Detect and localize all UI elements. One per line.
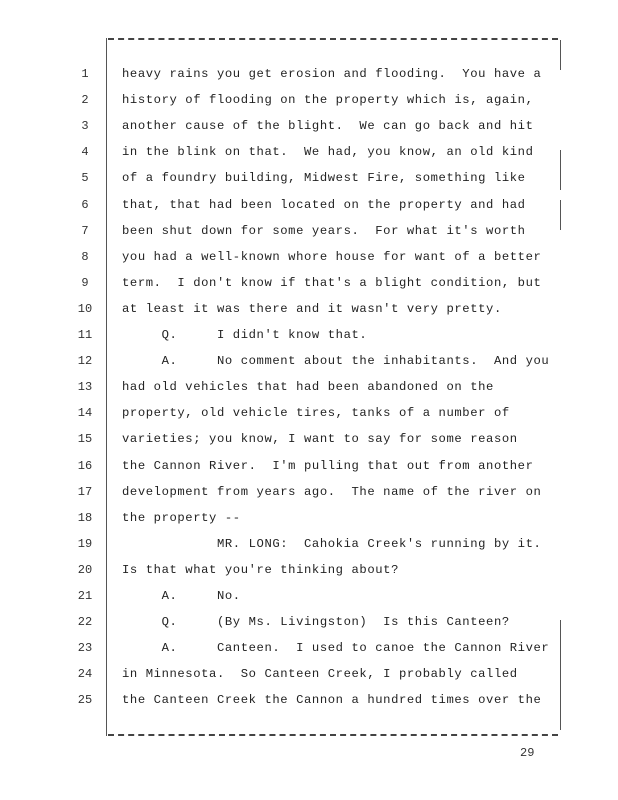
transcript-line-text: of a foundry building, Midwest Fire, something like xyxy=(122,171,526,185)
frame-left-border xyxy=(106,38,107,736)
line-number: 25 xyxy=(77,693,93,707)
frame-bottom-border xyxy=(108,734,558,736)
transcript-line-text: development from years ago. The name of the river on xyxy=(122,485,542,499)
transcript-line-text: heavy rains you get erosion and flooding. You have a xyxy=(122,67,542,81)
line-number: 11 xyxy=(77,328,93,342)
transcript-line-text: property, old vehicle tires, tanks of a number of xyxy=(122,406,510,420)
line-number: 18 xyxy=(77,511,93,525)
line-number: 7 xyxy=(81,224,89,238)
line-number: 21 xyxy=(77,589,93,603)
transcript-line-text: A. No comment about the inhabitants. And you xyxy=(122,354,550,368)
frame-right-border xyxy=(560,620,561,730)
line-number: 22 xyxy=(77,615,93,629)
transcript-line-text: the property -- xyxy=(122,511,241,525)
line-number: 20 xyxy=(77,563,93,577)
transcript-line-text: at least it was there and it wasn't very pretty. xyxy=(122,302,502,316)
transcript-line-text: Q. I didn't know that. xyxy=(122,328,368,342)
line-number: 3 xyxy=(81,119,89,133)
transcript-line-text: you had a well-known whore house for want of a better xyxy=(122,250,542,264)
transcript-line-text: had old vehicles that had been abandoned on the xyxy=(122,380,494,394)
transcript-line-text: varieties; you know, I want to say for some reason xyxy=(122,432,518,446)
transcript-line-text: A. No. xyxy=(122,589,241,603)
page-number: 29 xyxy=(520,746,535,760)
transcript-line-text: term. I don't know if that's a blight condition, but xyxy=(122,276,542,290)
line-number: 15 xyxy=(77,432,93,446)
frame-right-border xyxy=(560,40,561,70)
transcript-line-text: in the blink on that. We had, you know, an old kind xyxy=(122,145,534,159)
transcript-line-text: the Cannon River. I'm pulling that out from another xyxy=(122,459,534,473)
transcript-line-text: Is that what you're thinking about? xyxy=(122,563,399,577)
line-number: 16 xyxy=(77,459,93,473)
transcript-line-text: history of flooding on the property which is, again, xyxy=(122,93,534,107)
transcript-line-text: MR. LONG: Cahokia Creek's running by it. xyxy=(122,537,542,551)
frame-right-border xyxy=(560,150,561,190)
line-number: 2 xyxy=(81,93,89,107)
line-number: 12 xyxy=(77,354,93,368)
frame-top-border xyxy=(108,38,558,40)
transcript-line-text: been shut down for some years. For what it's worth xyxy=(122,224,526,238)
line-number: 10 xyxy=(77,302,93,316)
line-number: 8 xyxy=(81,250,89,264)
line-number: 4 xyxy=(81,145,89,159)
line-number: 6 xyxy=(81,198,89,212)
line-number: 5 xyxy=(81,171,89,185)
transcript-line-text: that, that had been located on the property and had xyxy=(122,198,526,212)
transcript-line-text: A. Canteen. I used to canoe the Cannon River xyxy=(122,641,550,655)
transcript-line-text: in Minnesota. So Canteen Creek, I probably called xyxy=(122,667,518,681)
line-number: 14 xyxy=(77,406,93,420)
line-number: 19 xyxy=(77,537,93,551)
line-number: 1 xyxy=(81,67,89,81)
transcript-line-text: another cause of the blight. We can go back and hit xyxy=(122,119,534,133)
line-number: 9 xyxy=(81,276,89,290)
line-number: 24 xyxy=(77,667,93,681)
frame-right-border xyxy=(560,200,561,230)
line-number: 23 xyxy=(77,641,93,655)
line-number: 17 xyxy=(77,485,93,499)
transcript-line-text: the Canteen Creek the Cannon a hundred times over the xyxy=(122,693,542,707)
line-number: 13 xyxy=(77,380,93,394)
transcript-line-text: Q. (By Ms. Livingston) Is this Canteen? xyxy=(122,615,510,629)
